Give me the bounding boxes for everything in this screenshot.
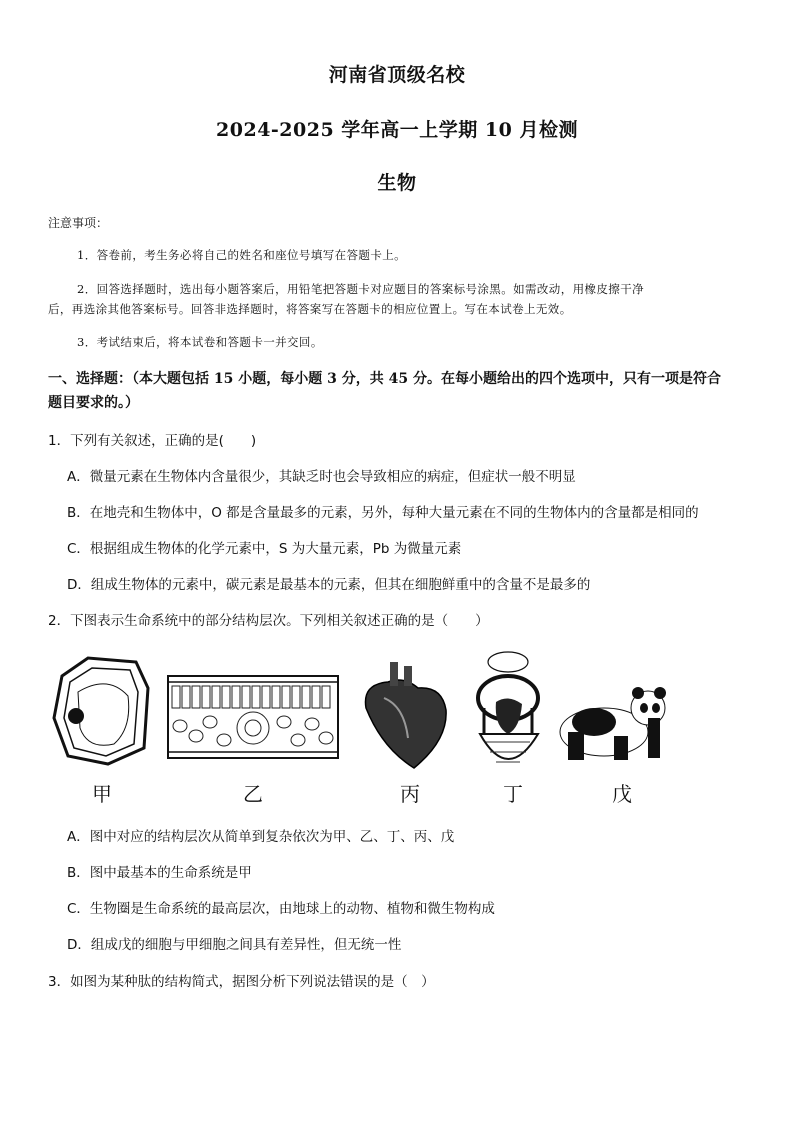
school-title: 河南省顶级名校 bbox=[328, 64, 466, 86]
question-1-option-a: A．微量元素在生物体内含量很少，其缺乏时也会导致相应的病症，但症状一般不明显 bbox=[67, 469, 576, 485]
question-1-option-b: B．在地壳和生物体中，O 都是含量最多的元素，另外，每种大量元素在不同的生物体内的含量都是相同的 bbox=[67, 505, 699, 521]
question-2-option-a: A．图中对应的结构层次从简单到复杂依次为甲、乙、丁、丙、戊 bbox=[67, 829, 455, 845]
figure-illustrations bbox=[48, 648, 678, 776]
question-2-option-d: D．组成戊的细胞与甲细胞之间具有差异性，但无统一性 bbox=[67, 937, 402, 953]
notice-heading: 注意事项： bbox=[48, 216, 109, 230]
question-2-option-c: C．生物圈是生命系统的最高层次，由地球上的动物、植物和微生物构成 bbox=[67, 901, 495, 917]
leaf-tissue-illustration bbox=[168, 676, 338, 758]
figure-label-bing: 丙 bbox=[400, 782, 420, 806]
section-heading-line1: 一、选择题：（本大题包括 15 小题，每小题 3 分，共 45 分。在每小题给出的四个选项中，只有一项是符合 bbox=[48, 371, 721, 387]
plant-cell-illustration bbox=[54, 658, 148, 764]
notice-item-2-cont: 后，再选涂其他答案标号。回答非选择题时，将答案写在答题卡的相应位置上。写在本试卷上无效。 bbox=[48, 302, 572, 316]
life-levels-figure bbox=[48, 648, 678, 808]
section-heading-line2: 题目要求的。） bbox=[48, 395, 139, 411]
question-3-stem: 3．如图为某种肽的结构简式，据图分析下列说法错误的是（ ） bbox=[48, 974, 435, 990]
figure-label-yi: 乙 bbox=[243, 782, 263, 806]
heart-illustration bbox=[365, 662, 446, 768]
figure-label-jia: 甲 bbox=[92, 782, 112, 806]
exam-title: 2024-2025 学年高一上学期 10 月检测 bbox=[216, 119, 578, 141]
figure-label-wu: 戊 bbox=[612, 782, 632, 806]
question-1-stem: 1．下列有关叙述，正确的是( ) bbox=[48, 433, 257, 449]
section-heading bbox=[48, 367, 748, 415]
notice-item-2: 2．回答选择题时，选出每小题答案后，用铅笔把答题卡对应题目的答案标号涂黑。如需改动，用橡皮擦干净 bbox=[77, 282, 645, 296]
subject-title: 生物 bbox=[377, 172, 417, 194]
notice-item-3: 3．考试结束后，将本试卷和答题卡一并交回。 bbox=[77, 335, 323, 349]
figure-label-ding: 丁 bbox=[503, 782, 523, 806]
circulatory-system-illustration bbox=[478, 652, 538, 762]
question-1-option-d: D．组成生物体的元素中，碳元素是最基本的元素，但其在细胞鲜重中的含量不是最多的 bbox=[67, 577, 591, 593]
panda-illustration bbox=[560, 687, 666, 760]
notice-item-1: 1．答卷前，考生务必将自己的姓名和座位号填写在答题卡上。 bbox=[77, 248, 407, 262]
question-2-option-b: B．图中最基本的生命系统是甲 bbox=[67, 865, 252, 881]
question-1-option-c: C．根据组成生物体的化学元素中，S 为大量元素，Pb 为微量元素 bbox=[67, 541, 462, 557]
question-2-stem: 2．下图表示生命系统中的部分结构层次。下列相关叙述正确的是（ ） bbox=[48, 613, 489, 629]
